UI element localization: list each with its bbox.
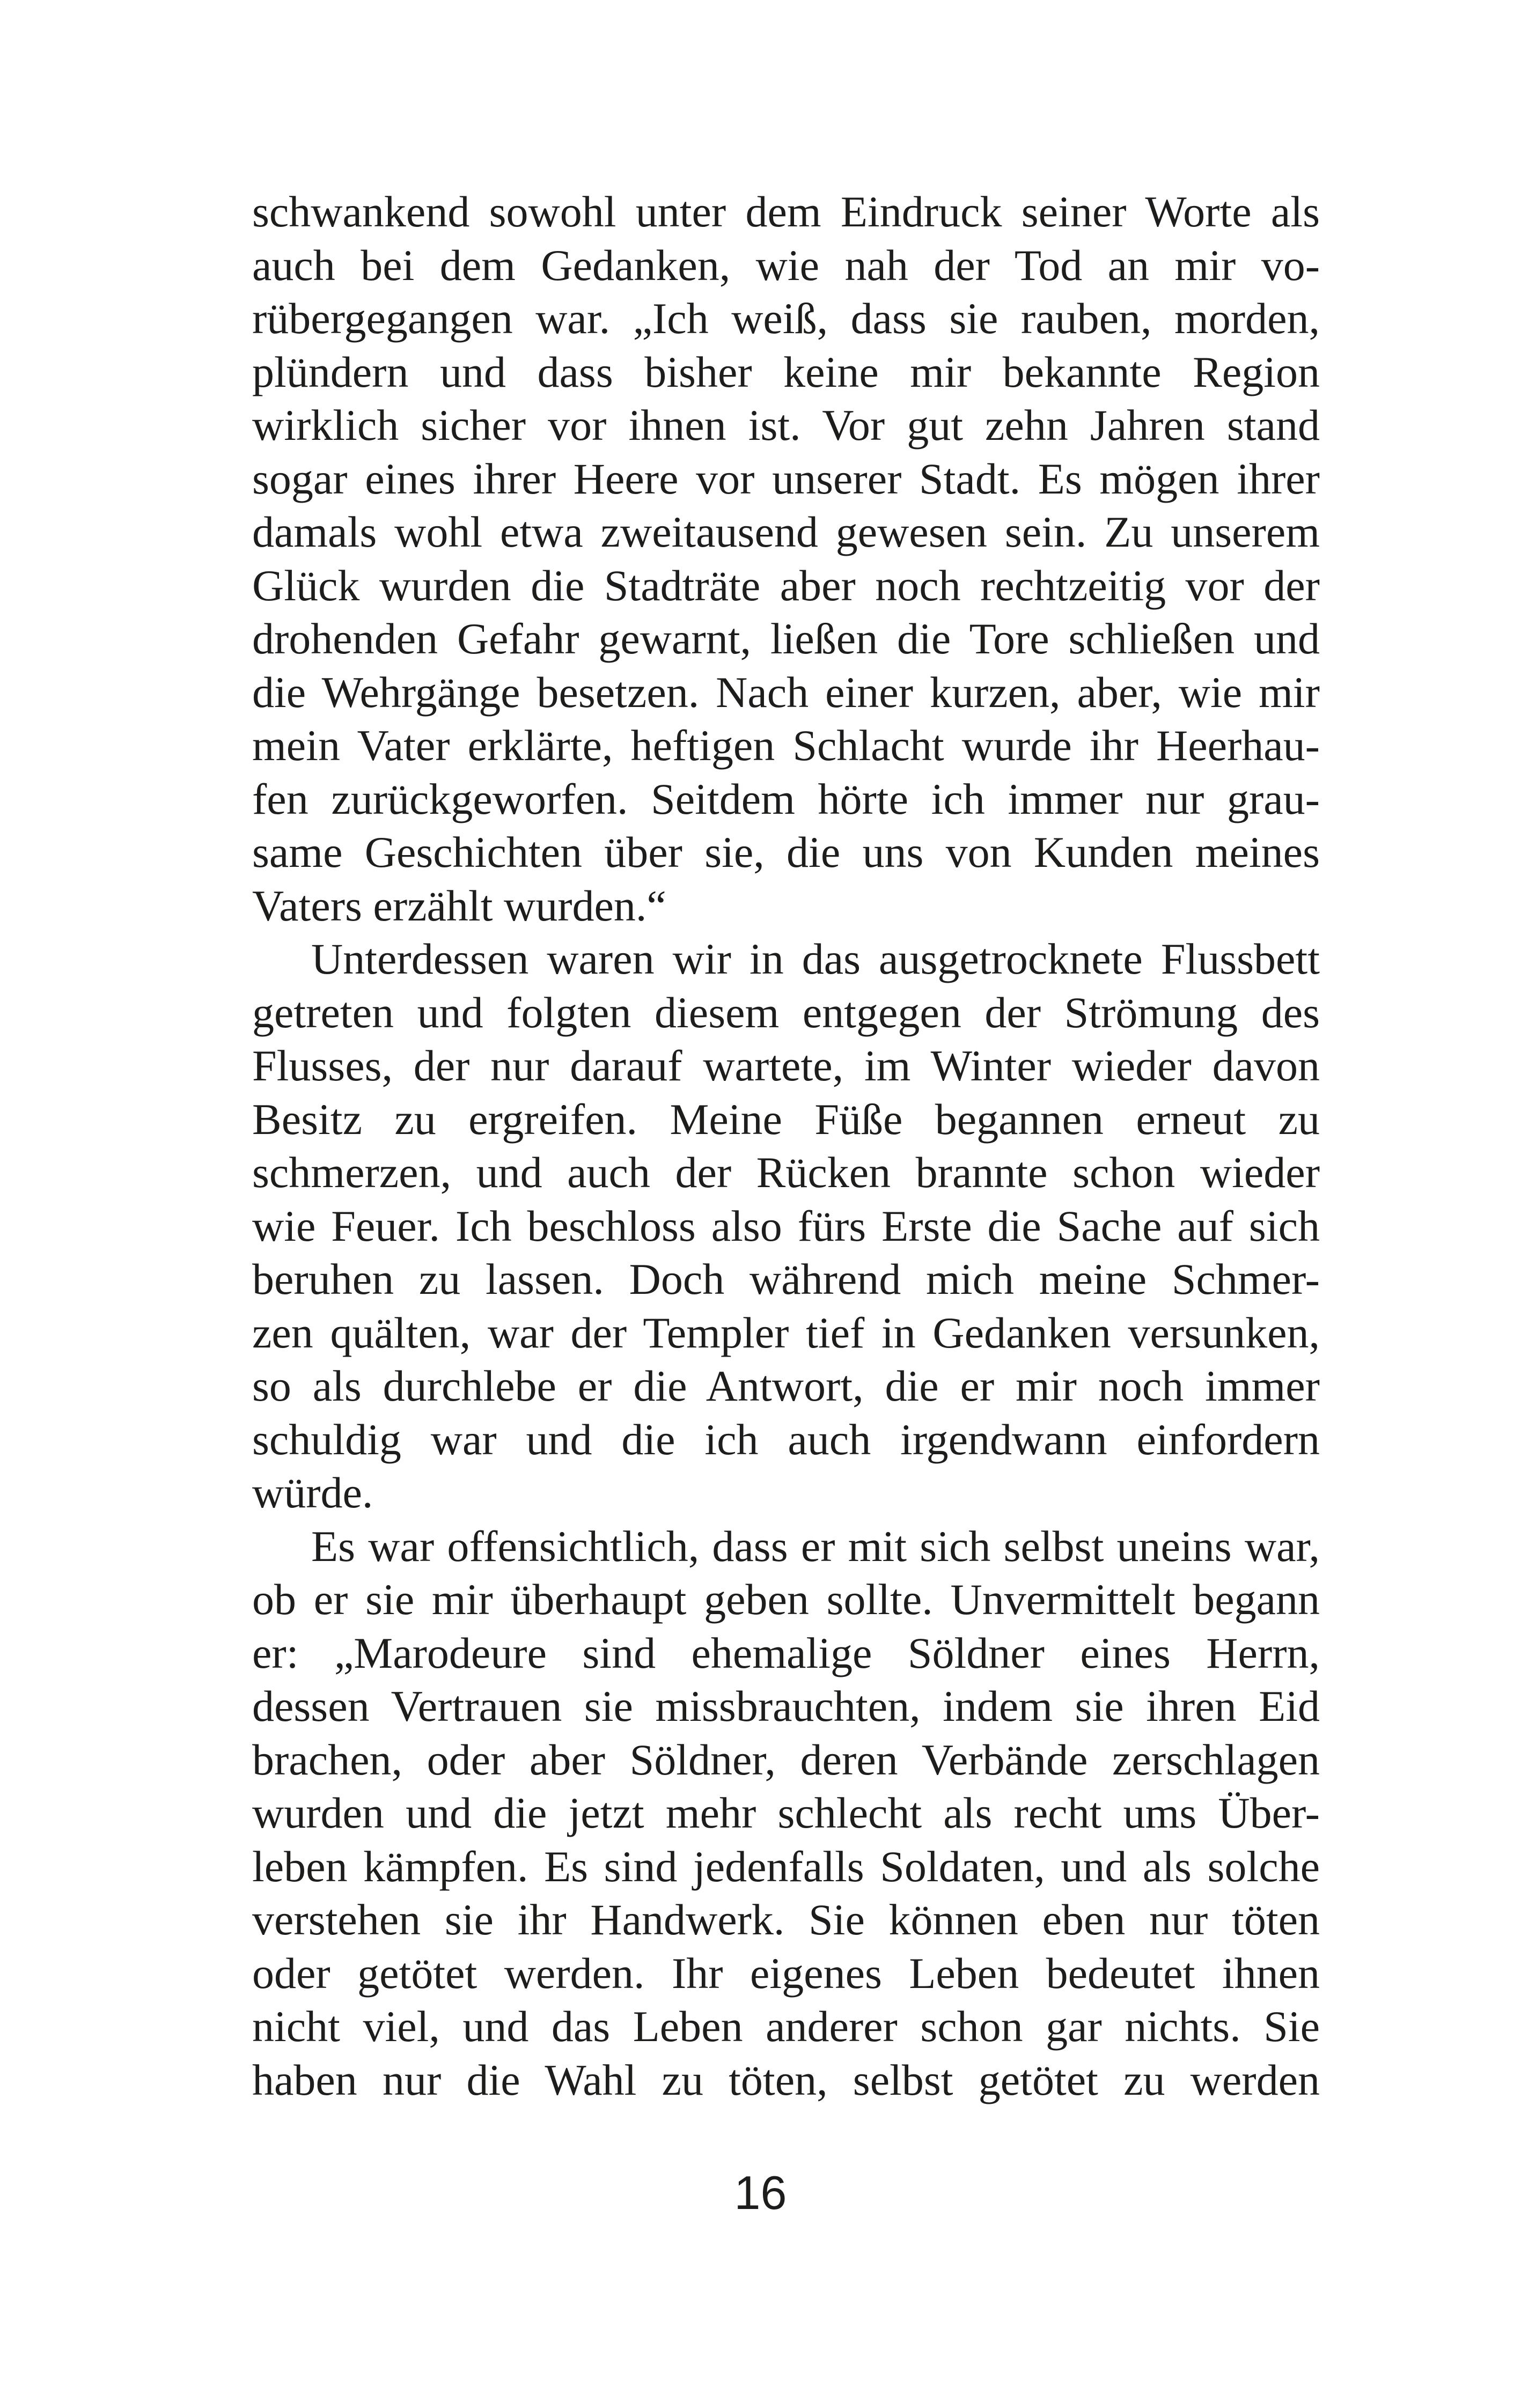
text-line: auch bei dem Gedanken, wie nah der Tod an mir vo- [252,240,1320,290]
text-line: er: „Marodeure sind ehemalige Söldner eines Herrn, [252,1628,1320,1677]
text-line: Flusses, der nur darauf wartete, im Winter wieder davon [252,1041,1320,1090]
text-line: Besitz zu ergreifen. Meine Füße begannen erneut zu [252,1094,1320,1144]
text-line: schwankend sowohl unter dem Eindruck seiner Worte als [252,187,1320,236]
paragraph-end-line: Vaters erzählt wurden.“ [252,881,666,930]
text-line: same Geschichten über sie, die uns von Kunden meines [252,828,1320,877]
page-number: 16 [734,2166,787,2219]
paragraph-end-line: würde. [252,1468,373,1517]
text-line: zen quälten, war der Templer tief in Gedanken versunken, [252,1308,1320,1357]
text-line: wirklich sicher vor ihnen ist. Vor gut zehn Jahren stand [252,401,1320,450]
text-line: leben kämpfen. Es sind jedenfalls Soldaten, und als solche [252,1842,1320,1891]
text-line: ob er sie mir überhaupt geben sollte. Unvermittelt begann [252,1575,1320,1624]
text-line: verstehen sie ihr Handwerk. Sie können eben nur töten [252,1895,1320,1944]
text-line: drohenden Gefahr gewarnt, ließen die Tore schließen und [252,614,1320,663]
text-line: schuldig war und die ich auch irgendwann einfordern [252,1415,1320,1464]
text-line: wie Feuer. Ich beschloss also fürs Erste die Sache auf sich [252,1201,1320,1250]
text-line: beruhen zu lassen. Doch während mich meine Schmer- [252,1255,1320,1304]
text-line: Glück wurden die Stadträte aber noch rechtzeitig vor der [252,561,1320,610]
text-line: damals wohl etwa zweitausend gewesen sein. Zu unserem [252,507,1320,556]
text-line: fen zurückgeworfen. Seitdem hörte ich immer nur grau- [252,774,1320,823]
text-line: sogar eines ihrer Heere vor unserer Stadt. Es mögen ihrer [252,454,1320,503]
text-line: schmerzen, und auch der Rücken brannte schon wieder [252,1148,1320,1197]
text-line: getreten und folgten diesem entgegen der Strömung des [252,988,1320,1037]
paragraph-start-line: Unterdessen waren wir in das ausgetrocknete Flussbett [311,934,1320,983]
text-line: haben nur die Wahl zu töten, selbst getötet zu werden [252,2055,1320,2104]
text-line: die Wehrgänge besetzen. Nach einer kurzen, aber, wie mir [252,667,1320,717]
text-line: mein Vater erklärte, heftigen Schlacht wurde ihr Heerhau- [252,721,1320,770]
text-line: oder getötet werden. Ihr eigenes Leben bedeutet ihnen [252,1948,1320,1998]
body-text [252,185,1320,2107]
text-line: brachen, oder aber Söldner, deren Verbände zerschlagen [252,1735,1320,1784]
paragraph-start-line: Es war offensichtlich, dass er mit sich selbst uneins war, [311,1521,1320,1571]
text-line: wurden und die jetzt mehr schlecht als recht ums Über- [252,1788,1320,1837]
text-line: plündern und dass bisher keine mir bekannte Region [252,347,1320,396]
text-line: rübergegangen war. „Ich weiß, dass sie rauben, morden, [252,294,1320,343]
text-line: dessen Vertrauen sie missbrauchten, indem sie ihren Eid [252,1682,1320,1730]
text-line: so als durchlebe er die Antwort, die er mir noch immer [252,1361,1320,1410]
text-line: nicht viel, und das Leben anderer schon gar nichts. Sie [252,2002,1320,2051]
